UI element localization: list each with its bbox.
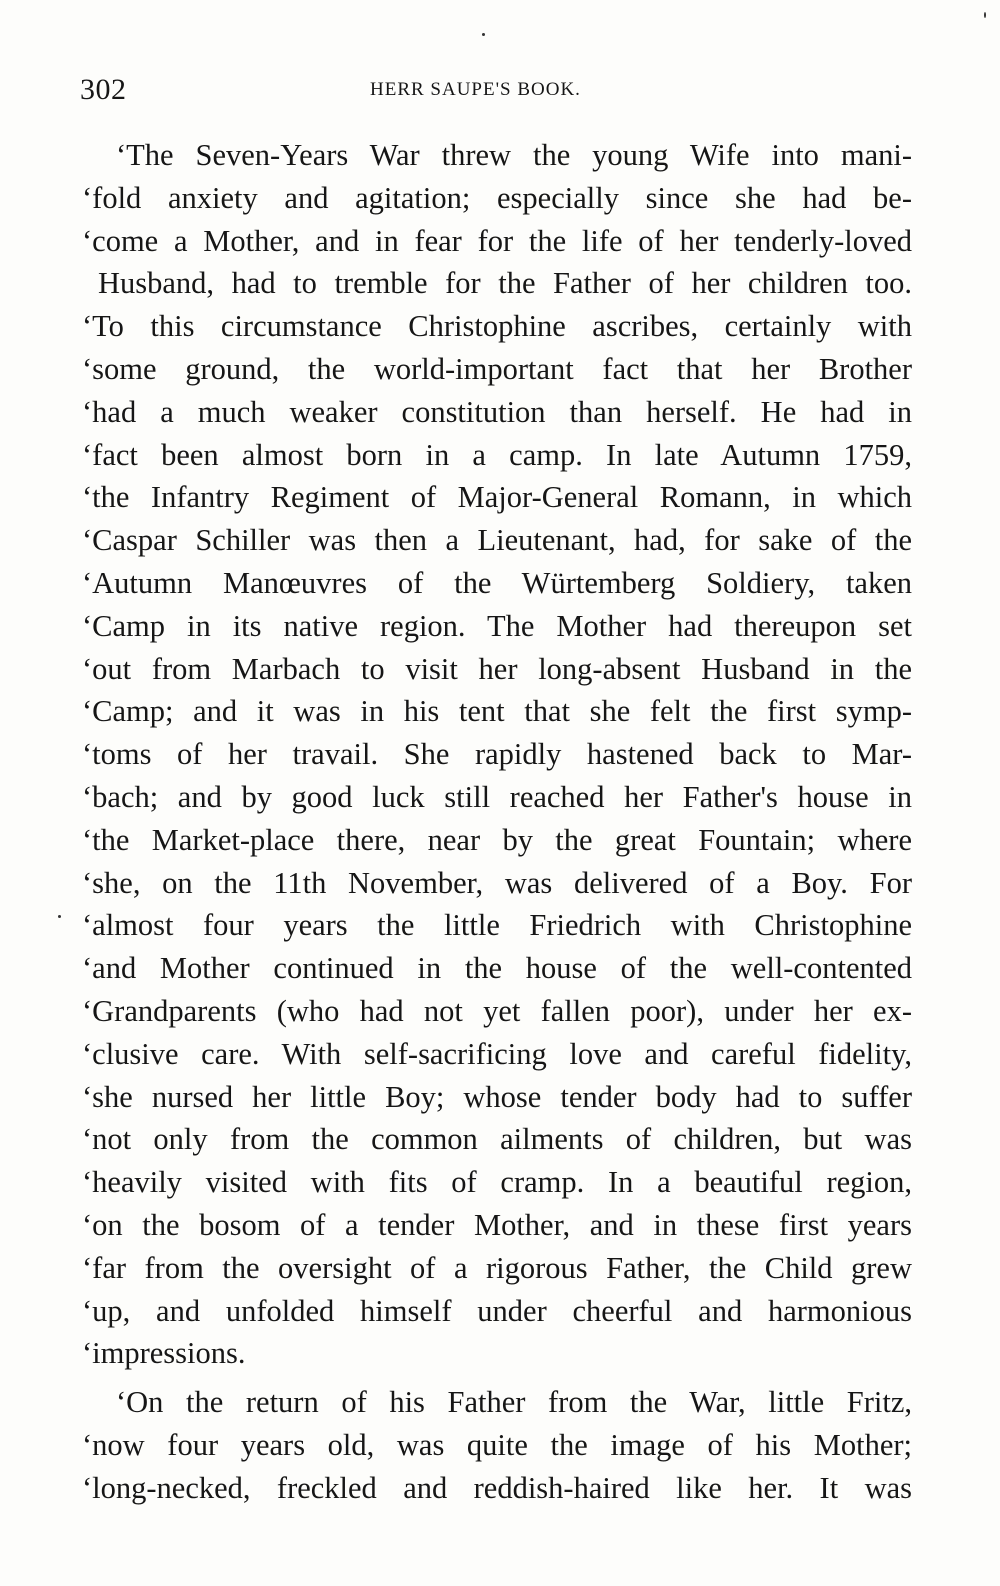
text-line: ‘the Market-place there, near by the great Fountain; where	[82, 822, 912, 857]
page-number: 302	[80, 73, 127, 106]
text-line: ‘up, and unfolded himself under cheerful and harmonious	[82, 1293, 912, 1328]
text-line: ‘On the return of his Father from the War, little Fritz,	[116, 1385, 912, 1420]
text-line: Husband, had to tremble for the Father of her children too.	[98, 266, 912, 301]
text-line: ‘some ground, the world-important fact that her Brother	[82, 351, 912, 386]
text-line: ‘heavily visited with fits of cramp. In a beautiful region,	[82, 1165, 912, 1200]
text-line: ‘long-necked, freckled and reddish-haired like her. It was	[82, 1470, 912, 1505]
text-line: ‘she, on the 11th November, was delivered of a Boy. For	[82, 865, 912, 900]
text-line: ‘almost four years the little Friedrich with Christophine	[82, 908, 912, 943]
text-line: ‘Camp; and it was in his tent that she felt the first symp-	[82, 694, 912, 729]
text-line: ‘she nursed her little Boy; whose tender body had to suffer	[82, 1079, 912, 1114]
text-line: ‘on the bosom of a tender Mother, and in these first years	[82, 1207, 912, 1242]
speck-corner	[984, 12, 986, 18]
text-line: ‘not only from the common ailments of children, but was	[82, 1122, 912, 1157]
text-line: ‘Caspar Schiller was then a Lieutenant, had, for sake of the	[82, 523, 912, 558]
text-line: ‘The Seven-Years War threw the young Wife into mani-	[116, 138, 912, 172]
text-line: ‘out from Marbach to visit her long-absent Husband in the	[82, 651, 912, 686]
text-line: ‘bach; and by good luck still reached her Father's house in	[82, 779, 912, 814]
text-line: ‘Grandparents (who had not yet fallen poor), under her ex-	[82, 993, 912, 1028]
text-line: ‘come a Mother, and in fear for the life of her tenderly-loved	[82, 223, 912, 258]
text-line: ‘Autumn Manœuvres of the Würtemberg Soldiery, taken	[82, 565, 912, 600]
text-line: ‘fold anxiety and agitation; especially since she had be-	[82, 180, 912, 215]
running-head: HERR SAUPE'S BOOK.	[370, 79, 581, 100]
speck-top	[482, 33, 485, 36]
text-line: ‘now four years old, was quite the image of his Mother;	[82, 1427, 912, 1462]
text-line: ‘impressions.	[82, 1336, 246, 1371]
text-line: ‘and Mother continued in the house of the well-contented	[82, 951, 912, 986]
text-line: ‘toms of her travail. She rapidly hastened back to Mar-	[82, 737, 912, 772]
text-line: ‘far from the oversight of a rigorous Father, the Child grew	[82, 1250, 912, 1285]
speck-margin	[58, 915, 61, 918]
body-text	[82, 134, 912, 1510]
text-line: ‘To this circumstance Christophine ascribes, certainly with	[82, 309, 912, 344]
text-line: ‘clusive care. With self-sacrificing love and careful fidelity,	[82, 1036, 912, 1071]
text-line: ‘fact been almost born in a camp. In late Autumn 1759,	[82, 437, 912, 472]
text-line: ‘Camp in its native region. The Mother had thereupon set	[82, 608, 912, 643]
text-line: ‘the Infantry Regiment of Major-General Romann, in which	[82, 480, 912, 515]
text-line: ‘had a much weaker constitution than herself. He had in	[82, 394, 912, 429]
page-header	[80, 70, 915, 110]
